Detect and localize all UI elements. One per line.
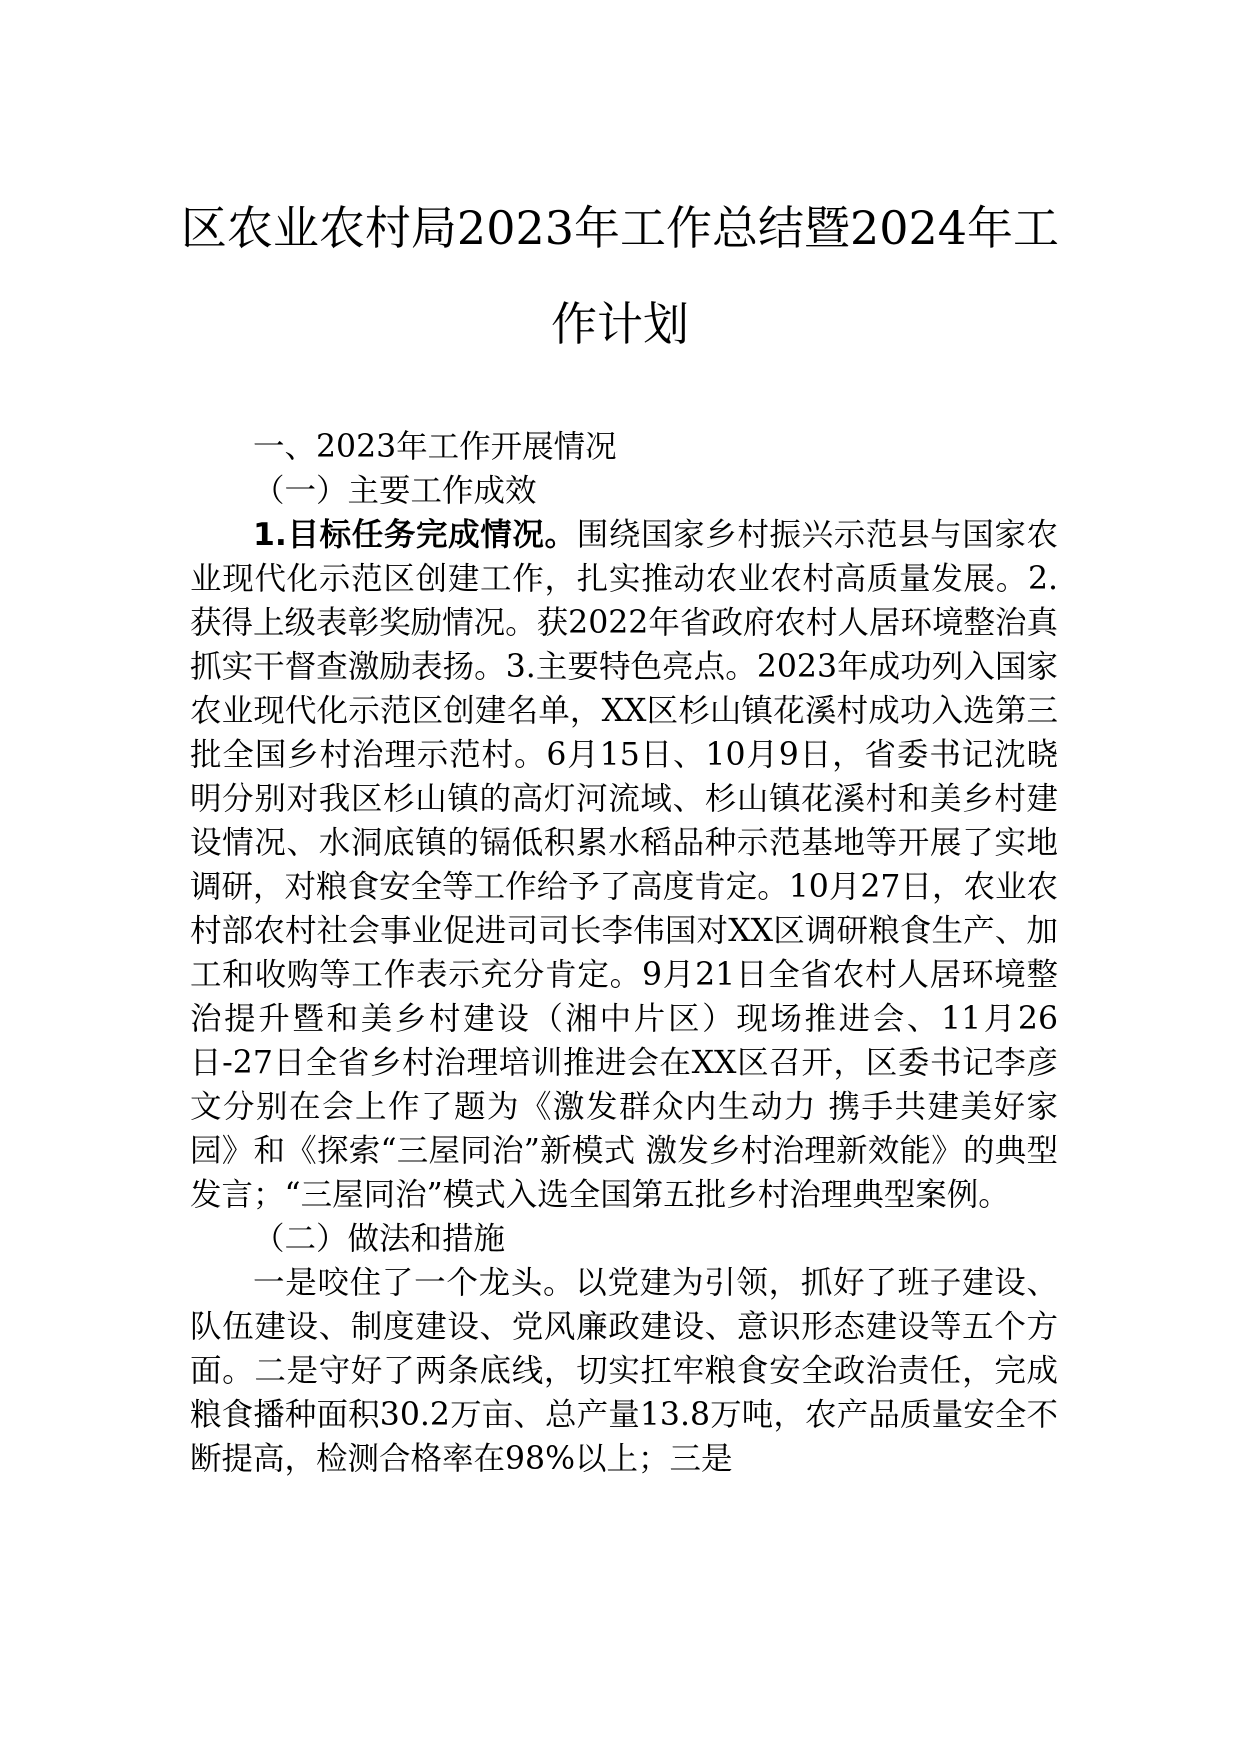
- subsection-heading-achievements: （一）主要工作成效: [253, 473, 537, 509]
- document-body: [190, 425, 1058, 1481]
- document-title: [150, 180, 1090, 372]
- document-title-line-2: 作计划: [551, 297, 689, 351]
- paragraph-measures: 一是咬住了一个龙头。以党建为引领，抓好了班子建设、队伍建设、制度建设、党风廉政建设、意识形态建设等五个方面。二是守好了两条底线，切实扛牢粮食安全政治责任，完成粮食播种面积30.2万亩、总产量13.8万吨，农产品质量安全不断提高，检测合格率在98%以上；三是: [190, 1265, 1058, 1477]
- section-heading: 一、2023年工作开展情况: [253, 429, 617, 465]
- paragraph-achievements: [190, 513, 1058, 1217]
- paragraph-body: 围绕国家乡村振兴示范县与国家农业现代化示范区创建工作，扎实推动农业农村高质量发展。2.获得上级表彰奖励情况。获2022年省政府农村人居环境整治真抓实干督查激励表扬。3.主要特色亮点。2023年成功列入国家农业现代化示范区创建名单，XX区杉山镇花溪村成功入选第三批全国乡村治理示范村。6月15日、10月9日，省委书记沈晓明分别对我区杉山镇的高灯河流域、杉山镇花溪村和美乡村建设情况、水洞底镇的镉低积累水稻品种示范基地等开展了实地调研，对粮食安全等工作给予了高度肯定。10月27日，农业农村部农村社会事业促进司司长李伟国对XX区调研粮食生产、加工和收购等工作表示充分肯定。9月21日全省农村人居环境整治提升暨和美乡村建设（湘中片区）现场推进会、11月26日-27日全省乡村治理培训推进会在XX区召开，区委书记李彦文分别在会上作了题为《激发群众内生动力 携手共建美好家园》和《探索“三屋同治”新模式 激发乡村治理新效能》的典型发言；“三屋同治”模式入选全国第五批乡村治理典型案例。: [190, 517, 1058, 1213]
- paragraph-lead: 1.目标任务完成情况。: [253, 517, 577, 553]
- subsection-heading-measures: （二）做法和措施: [253, 1221, 506, 1257]
- document-title-line-1: 区农业农村局2023年工作总结暨2024年工: [180, 201, 1060, 255]
